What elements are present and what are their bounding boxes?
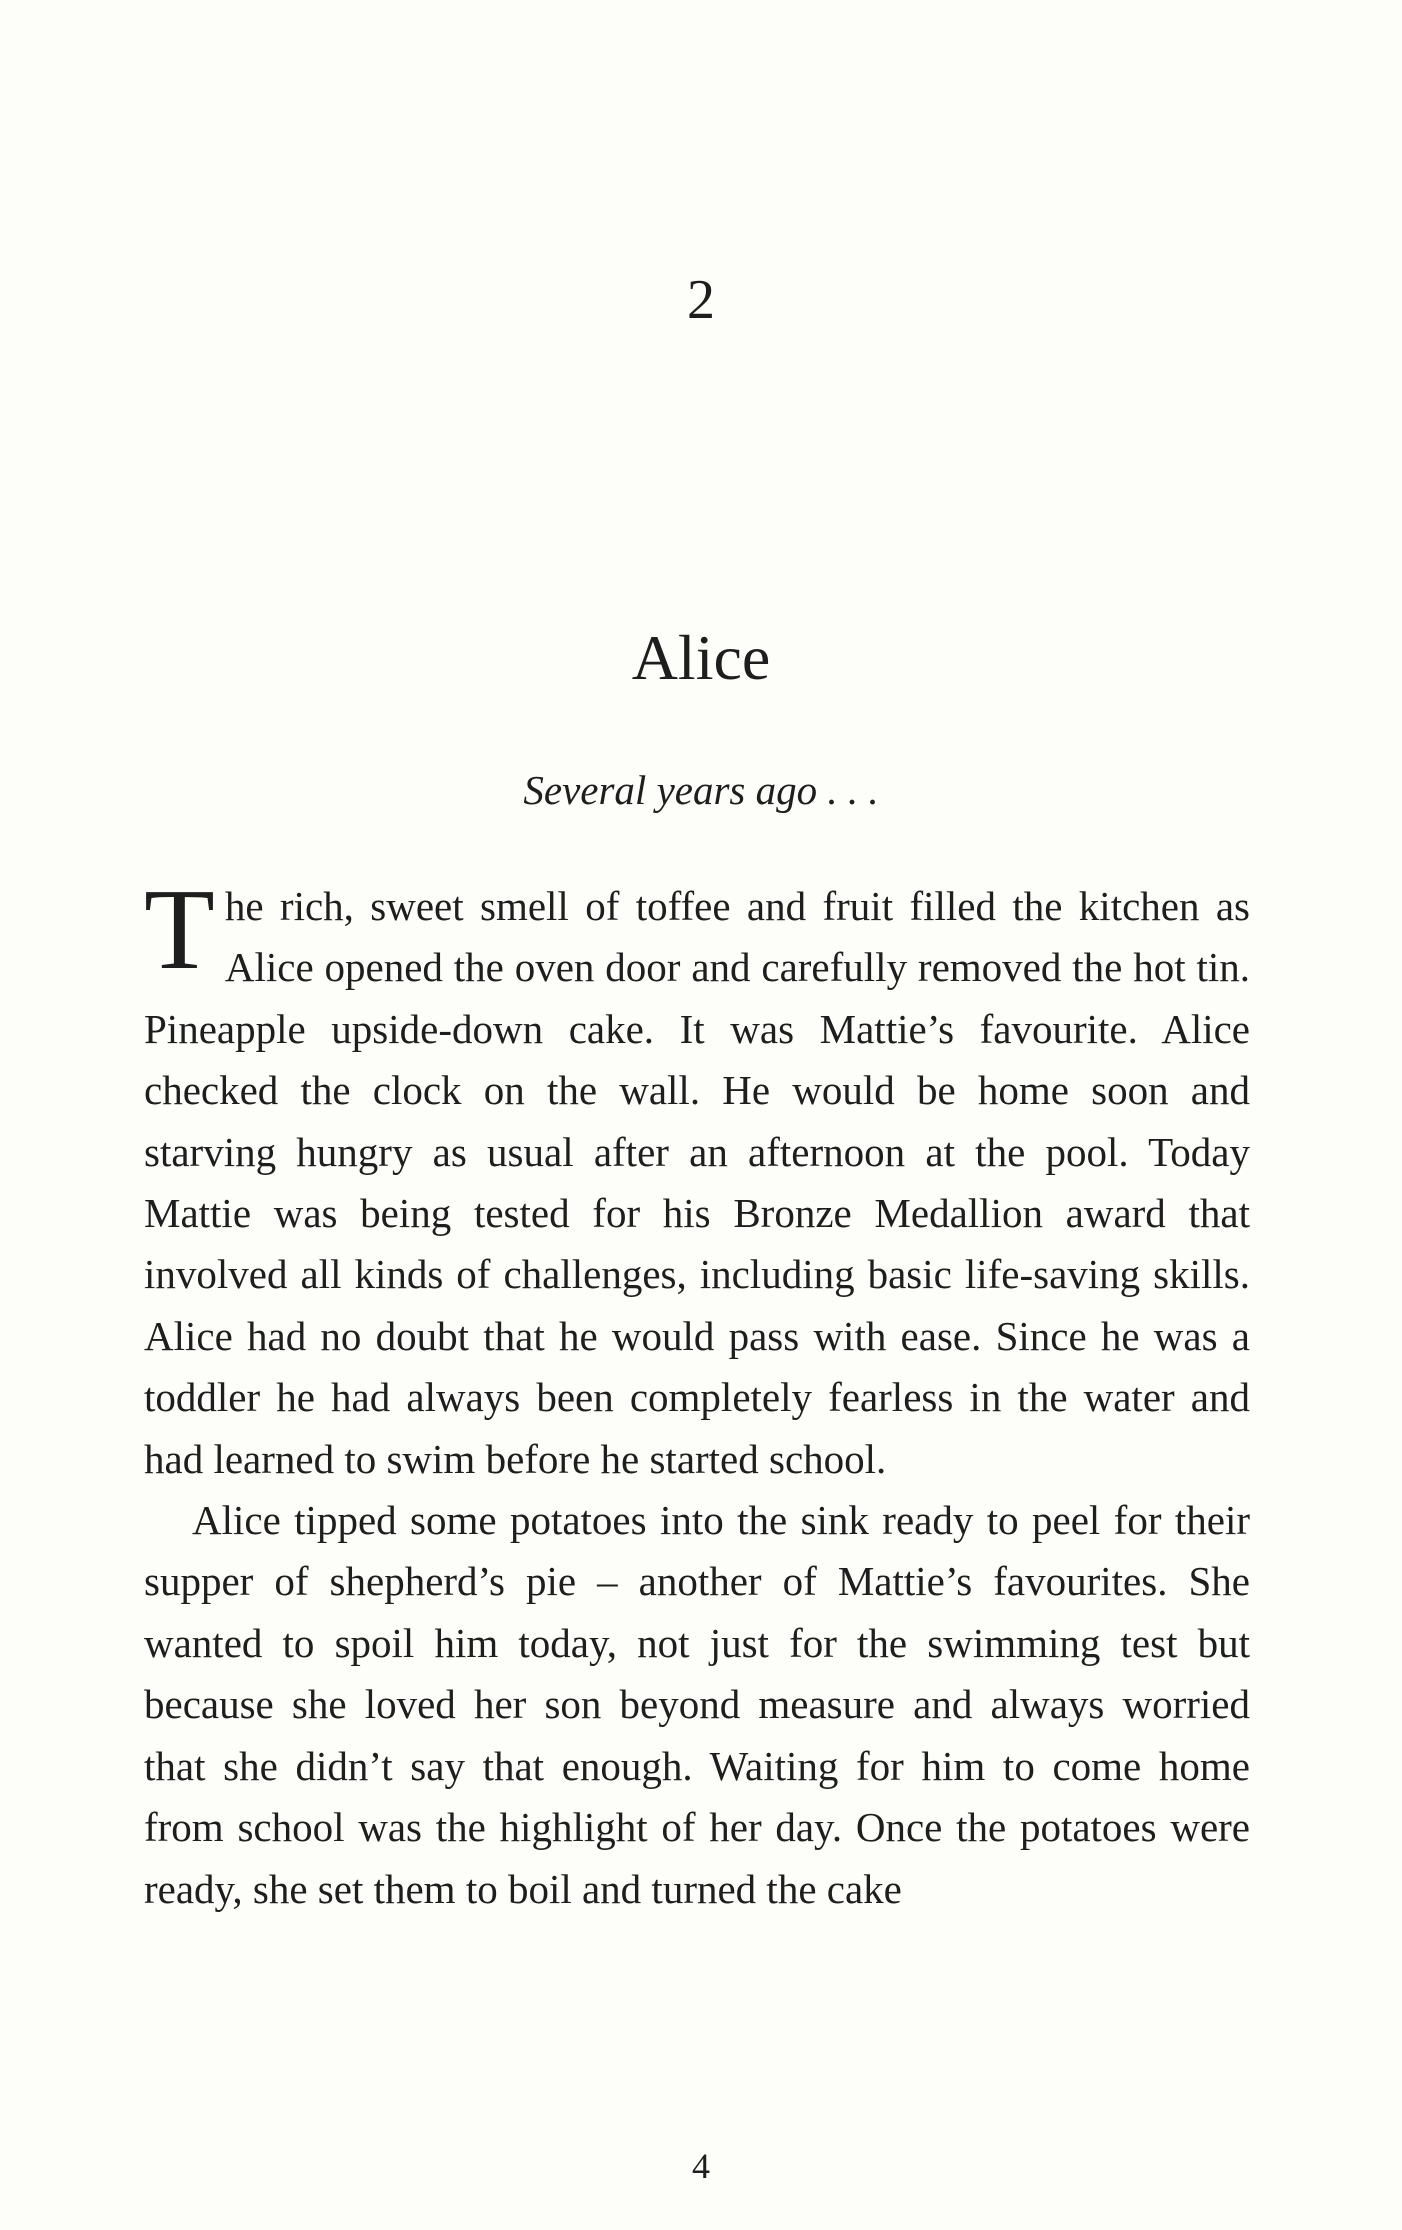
epigraph: Several years ago . . . — [523, 767, 879, 813]
body-text — [144, 866, 1250, 1920]
paragraph-1-text: he rich, sweet smell of toffee and fruit filled the kitchen as Alice opened the oven door and carefully removed the hot tin. Pineapple upside-down cake. It was Mattie’s favourite. Alice checked the clock on the wall. He would be home soon and starving hungry as usual after an afternoon at the pool. Today Mattie was being tested for his Bronze Medallion award that involved all kinds of challenges, including basic life-saving skills. Alice had no doubt that he would pass with ease. Since he was a toddler he had always been completely fearless in the water and had learned to swim before he started school. — [144, 883, 1250, 1482]
drop-cap: T — [144, 866, 215, 994]
paragraph-1 — [144, 866, 1250, 1490]
chapter-number: 2 — [687, 269, 715, 331]
page-number: 4 — [692, 2146, 710, 2186]
paragraph-2: Alice tipped some potatoes into the sink ready to peel for their supper of shepherd’s pie – another of Mattie’s favourites. She wanted to spoil him today, not just for the swimming test but because she loved her son beyond measure and always worried that she didn’t say that enough. Waiting for him to come home from school was the highlight of her day. Once the potatoes were ready, she set them to boil and turned the cake — [144, 1497, 1250, 1912]
chapter-title: Alice — [631, 622, 771, 693]
